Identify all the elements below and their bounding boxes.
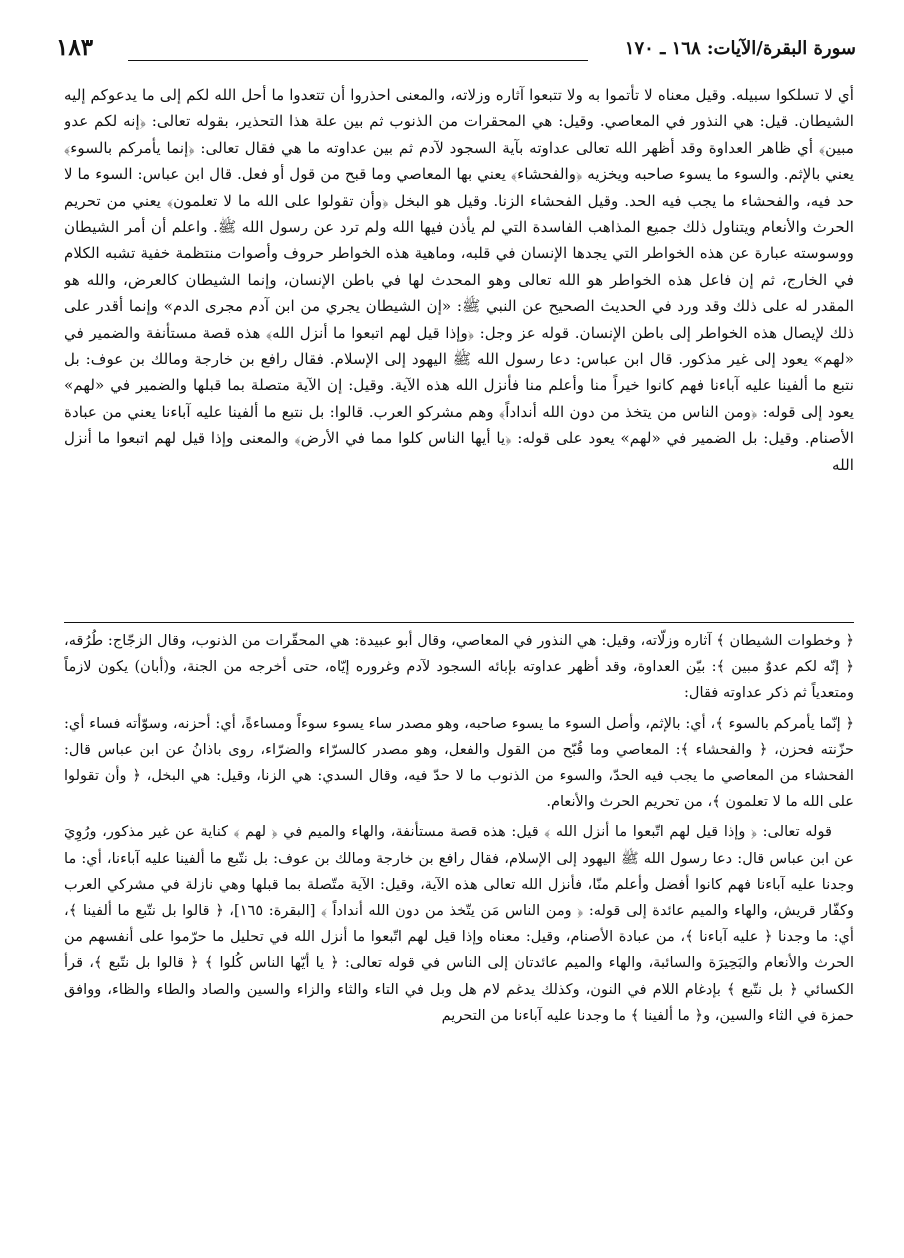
header-rule <box>128 60 588 61</box>
page-number: ١٨٣ <box>56 34 94 61</box>
page-header <box>56 34 856 68</box>
commentary-block <box>64 628 854 1252</box>
main-text-block <box>64 82 854 602</box>
section-separator <box>64 622 854 623</box>
commentary-paragraph: ﴿ وخطوات الشيطان ﴾ آثاره وزلّاته، وقيل: هي النذور في المعاصي، وقال أبو عبيدة: هي المحقّرات من الذنوب، وقال الزجّاج: طُرُقه، ﴿ إنّه لكم عدوٌ مبين ﴾: بيّن العداوة، وقد أظهر عداوته بإبائه السجود لآدم وغروره إيّاه، حتى أخرجه من الجنة، و(أبان) يكون لازماً ومتعدياً ثم ذكر عداوته فقال: <box>64 632 854 702</box>
commentary-paragraph: ﴿ إنّما يأمركم بالسوء ﴾، أي: بالإثم، وأصل السوء ما يسوء صاحبه، وهو مصدر ساء يسوء سوءاً ومساءةً، أي: أحزنه، وسوّأته فساء أي: حزّنته فحزن، ﴿ والفحشاء ﴾: المعاصي وما قُبّح من القول والفعل، وهو مصدر كالسرّاء والضرّاء، روى باذانُ عن ابن عباس قال: الفحشاء من المعاصي ما يجب فيه الحدّ، والسوء من الذنوب ما لا حدّ فيه، وقال السدي: هي الزنا، وقيل: هي البخل، ﴿ وأن تقولوا على الله ما لا تعلمون ﴾، من تحريم الحرث والأنعام. <box>64 714 854 811</box>
main-text-paragraph: أي لا تسلكوا سبيله. وقيل معناه لا تأتموا به ولا تتبعوا آثاره وزلاته، والمعنى احذروا أن تتعدوا ما أحل الله لكم إلى ما يدعوكم إليه الشيطان. قيل: هي النذور في المعاصي. وقيل: هي المحقرات من الذنوب ثم بين علة هذا التحذير، بقوله تعالى: ﴿إنه لكم عدو مبين﴾ أي ظاهر العداوة وقد أظهر الله تعالى عداوته بآية السجود لآدم ثم بين عداوته ما هي فقال تعالى: ﴿إنما يأمركم بالسوء﴾ يعني بالإثم. والسوء ما يسوء صاحبه ويخزيه ﴿والفحشاء﴾ يعني بها المعاصي وما قبح من قول أو فعل. قال ابن عباس: السوء ما لا حد فيه، والفحشاء ما يجب فيه الحد. وقيل الفحشاء الزنا. وقيل هو البخل ﴿وأن تقولوا على الله ما لا تعلمون﴾ يعني من تحريم الحرث والأنعام ويتناول ذلك جميع المذاهب الفاسدة التي لم يأذن فيها الله ولم ترد عن رسول الله ﷺ. واعلم أن أمر الشيطان ووسوسته عبارة عن هذه الخواطر التي يجدها الإنسان في قلبه، وماهية هذه الخواطر حروف وأصوات منتظمة خفية تشبه الكلام في الخارج، ثم إن فاعل هذه الخواطر هو الله تعالى وهو المحدث لها في باطن الإنسان، وإنما الشيطان كالعرض، والله هو المقدر له على ذلك وقد ورد في الحديث الصحيح عن النبي ﷺ: «إن الشيطان يجري من ابن آدم مجرى الدم» وإنما أقدر على ذلك لإيصال هذه الخواطر إلى باطن الإنسان. قوله عز وجل: ﴿وإذا قيل لهم اتبعوا ما أنزل الله﴾ هذه قصة مستأنفة والضمير في «لهم» يعود إلى غير مذكور. قال ابن عباس: دعا رسول الله ﷺ اليهود إلى الإسلام. فقال رافع بن خارجة ومالك بن عوف: بل نتبع ما ألفينا عليه آباءنا فهم كانوا خيراً منا وأعلم منا فأنزل الله هذه الآية. وقيل: إن الآية متصلة بما قبلها والضمير في «لهم» يعود إلى قوله: ﴿ومن الناس من يتخذ من دون الله أنداداً﴾ وهم مشركو العرب. قالوا: بل نتبع ما ألفينا عليه آباءنا يعني من عبادة الأصنام. وقيل: بل الضمير في «لهم» يعود على قوله: ﴿يا أيها الناس كلوا مما في الأرض﴾ والمعنى وإذا قيل لهم اتبعوا ما أنزل الله <box>64 86 854 474</box>
commentary-paragraph: قوله تعالى: ﴿ وإذا قيل لهم اتّبعوا ما أنزل الله ﴾ قيل: هذه قصة مستأنفة، والهاء والميم في ﴿ لهم ﴾ كناية عن غير مذكور، ورُوِيَ عن ابن عباس قال: دعا رسول الله ﷺ اليهود إلى الإسلام، فقال رافع بن خارجة ومالك بن عوف: بل نتّبع ما ألفينا عليه آباءنا، أي: ما وجدنا عليه آباءنا فهم كانوا أفضل وأعلم منّا، فأنزل الله تعالى هذه الآية، وقيل: الآية متّصلة بما قبلها وهي نازلة في مشركي العرب وكفّار قريش، والهاء والميم عائدة إلى قوله: ﴿ ومن الناس مَن يتّخذ من دون الله أنداداً ﴾ [البقرة: ١٦٥]، ﴿ قالوا بل نتّبع ما ألفينا ﴾، أي: ما وجدنا ﴿ عليه آباءنا ﴾، من عبادة الأصنام، وقيل: معناه وإذا قيل لهم اتّبعوا ما أنزل الله في تحليل ما حرّموا على أنفسهم من الحرث والأنعام والبَحِيرَة والسائبة، والهاء والميم عائدتان إلى الناس في قوله تعالى: ﴿ يا أيّها الناس كُلوا ﴾ ﴿ قالوا بل نتّبع ﴾، قرأ الكسائي ﴿ بل نتّبع ﴾ بإدغام اللام في النون، وكذلك يدغم لام هل وبل في التاء والثاء والزاء والسين والصاد والطاء والظاء، ووافق حمزة في الثاء والسين، و﴿ ما ألفينا ﴾ ما وجدنا عليه آباءنا من التحريم <box>64 823 854 1024</box>
running-title: سورة البقرة/الآيات: ١٦٨ ـ ١٧٠ <box>624 38 856 59</box>
